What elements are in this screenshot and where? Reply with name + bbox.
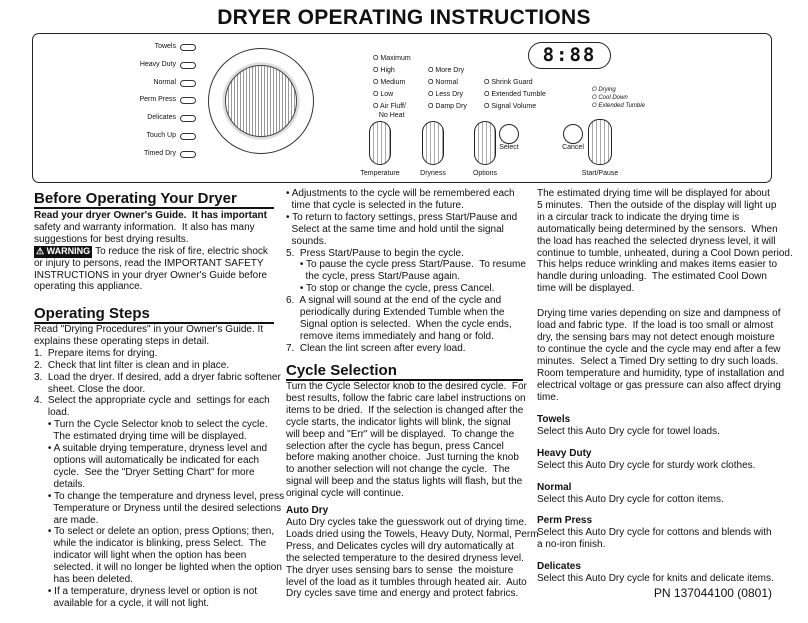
cycle-description-heading: Perm Press (537, 515, 593, 527)
cycle-selection-line: will beep and "Err" will be displayed. To change the (286, 428, 515, 440)
operating-step-line: • To select or delete an option, press Options; then, (34, 526, 275, 538)
operating-step-line: • To pause the cycle press Start/Pause. To resume (286, 259, 526, 271)
cycle-oval-icon (180, 115, 196, 122)
cycle-oval-icon (180, 44, 196, 51)
cycle-selection-line: items to be dried. If the selection is changed after the (286, 404, 524, 416)
cycle-description-heading: Normal (537, 481, 572, 493)
cancel-button-label: Cancel (562, 144, 584, 151)
drying-time-line: in a circular track to indicate the drying time is (537, 211, 740, 223)
operating-step-line: sounds. (286, 235, 327, 247)
operating-step-line: 3. Load the dryer. If desired, add a dryer fabric softener (34, 371, 281, 383)
drying-time-line: The estimated drying time will be displayed for about (537, 188, 770, 199)
cycle-description (537, 448, 782, 472)
extra-option: O Extended Tumble (484, 91, 546, 98)
operating-step-line: • To change the temperature and dryness level, press (34, 490, 285, 502)
operating-step-line: while the indicator is blinking, press Select. The (34, 538, 267, 550)
operating-step-line: Read "Drying Procedures" in your Owner's Guide. It (34, 324, 264, 335)
status-light: O Extended Tumble (592, 103, 645, 109)
drying-variation-line: minutes. Select a Timed Dry setting to dry such loads. (537, 355, 779, 367)
drying-time-line: 5 minutes. Then the outside of the display will light up (537, 199, 777, 211)
options-button-label: Options (472, 170, 498, 177)
operating-step-line: has been deleted. (34, 574, 133, 586)
before-operating-line: suggestions for best drying results. (34, 233, 189, 245)
operating-step-line: sheet. Close the door. (34, 383, 146, 395)
select-button-icon (499, 124, 519, 144)
cycle-selection-line: to another selection will not change the cycle. The (286, 464, 510, 476)
warning-line: INSTRUCTIONS in your dryer Owner's Guide before (34, 269, 268, 281)
auto-dry-heading: Auto Dry (286, 505, 329, 516)
cycle-description-line: a no-iron finish. (537, 539, 606, 551)
part-number: PN 137044100 (0801) (653, 586, 772, 600)
operating-steps-continued (286, 188, 531, 355)
operating-step-line: Temperature or Dryness until the desired selections (34, 502, 282, 514)
temperature-button-icon (369, 121, 391, 165)
operating-steps-list (34, 324, 284, 610)
temperature-option: O High (373, 67, 395, 74)
operating-step-line: 2. Check that lint filter is clean and in place. (34, 359, 230, 371)
auto-dry-cycles-list (537, 414, 782, 595)
cycle-oval-icon (180, 133, 196, 140)
operating-step-line: 5. Press Start/Pause to begin the cycle. (286, 247, 464, 259)
dryness-option-label: More Dry (435, 67, 465, 74)
drying-variation-line: to continue the cycle and the cycle may end after a few (537, 343, 781, 355)
operating-step-line: explains these operating steps in detail. (34, 335, 210, 347)
operating-step-line: 6. A signal will sound at the end of the cycle and (286, 295, 502, 307)
drying-time-line: time will be displayed. (537, 283, 635, 295)
cycle-selection-line: cycle starts, the indicator lights will blink, the signal (286, 416, 511, 428)
cycle-label: Towels (154, 43, 176, 50)
operating-step-line: options will automatically be indicated for each (34, 454, 260, 466)
extra-option-label: Extended Tumble (491, 91, 546, 98)
temperature-option-label: Air Fluff/ (380, 103, 406, 110)
before-operating-line: safety and warranty information. It also has many (34, 221, 255, 233)
cycle-description-line: Select this Auto Dry cycle for knits and delicate items. (537, 573, 774, 585)
auto-dry-line: the selected temperature to the desired dryness level. (286, 552, 524, 564)
dryness-option-label: Damp Dry (435, 103, 467, 110)
environment-line: time. (537, 391, 559, 403)
cycle-description-line: Select this Auto Dry cycle for towel loads. (537, 425, 720, 437)
start-pause-button-icon (588, 119, 612, 165)
operating-step-line: The estimated drying time will be displayed. (34, 431, 247, 443)
dryness-option: O Less Dry (428, 91, 464, 98)
temperature-option-label: High (380, 67, 395, 74)
auto-dry-line: Press, and Delicates cycles will dry automatically at (286, 540, 514, 552)
drying-variation-line: Drying time varies depending on size and dampness of (537, 308, 781, 319)
dryness-button-icon (422, 121, 444, 165)
drying-time-line: This helps reduce wrinkling and makes items easier to (537, 259, 778, 271)
warning-label-text: WARNING (46, 245, 91, 256)
extra-option-label: Shrink Guard (491, 79, 533, 86)
auto-dry-line: level of the load as it tumbles through heated air. Auto (286, 576, 527, 588)
temperature-option-label: No Heat (378, 112, 405, 119)
cycle-description-line: Select this Auto Dry cycle for cotton items. (537, 493, 724, 505)
operating-step-line: • Turn the Cycle Selector knob to select the cycle. (34, 419, 268, 431)
dryness-option: O Normal (428, 79, 458, 86)
heading-rule (34, 207, 274, 209)
temperature-option-label: Medium (380, 79, 406, 86)
temperature-option-label: Maximum (380, 55, 411, 62)
temperature-option: O Low (373, 91, 394, 98)
operating-step-line: load. (34, 407, 70, 419)
operating-step-line: 4. Select the appropriate cycle and settings for each (34, 395, 270, 407)
cycle-description (537, 561, 782, 585)
before-operating-heading: Before Operating Your Dryer (34, 190, 237, 207)
status-light: O Drying (592, 87, 616, 93)
operating-step-line: • To stop or change the cycle, press Cancel. (286, 283, 495, 295)
status-light-label: Cool Down (598, 95, 628, 101)
operating-step-line: • To return to factory settings, press Start/Pause and (286, 211, 518, 223)
temperature-option-label: Low (380, 91, 394, 98)
cycle-label: Delicates (147, 114, 176, 122)
cycle-selection-text (286, 381, 531, 500)
operating-step-line: periodically during Extended Tumble when the (286, 307, 505, 319)
drying-time-line: the load has reached the selected dryness level, it will (537, 235, 776, 247)
cycle-description (537, 414, 782, 438)
warning-paragraph (34, 246, 284, 294)
operating-step-line: available for a cycle, it will not light. (34, 597, 210, 609)
extra-option-label: Signal Volume (491, 103, 537, 110)
drying-time-line: automatically being determined by the sensors. When (537, 223, 778, 235)
temperature-option: O Air Fluff/ (373, 103, 406, 110)
operating-step-line: 7. Clean the lint screen after every load. (286, 342, 466, 354)
cycle-label: Perm Press (139, 96, 176, 104)
environment-line: Room temperature and humidity, type of installation and (537, 368, 785, 379)
status-light-label: Extended Tumble (598, 103, 645, 109)
operating-step-line: the cycle, press Start/Pause again. (286, 271, 460, 283)
operating-step-line: Signal option is selected. When the cycle ends, (286, 318, 512, 330)
before-operating-text (34, 210, 284, 293)
auto-dry-line: The dryer uses sensing bars to sense the moisture (286, 564, 514, 576)
status-light: O Cool Down (592, 95, 628, 101)
status-light-label: Drying (598, 87, 616, 93)
cycle-description (537, 515, 782, 551)
cycle-label: Heavy Duty (139, 60, 176, 68)
cycle-description-heading: Delicates (537, 561, 581, 573)
drying-time-line: continue to tumble, unheated, during a Cool Down period. (537, 247, 793, 259)
extra-option: O Shrink Guard (484, 79, 533, 86)
dryness-option-label: Normal (435, 79, 458, 86)
cycle-label: Timed Dry (143, 149, 176, 157)
cycle-description (537, 482, 782, 506)
operating-step-line: • If a temperature, dryness level or option is not (34, 585, 258, 597)
cycle-oval-icon (180, 151, 196, 158)
temperature-option: O Medium (373, 79, 406, 86)
auto-dry-line: Dry cycles save time and energy and protect fabrics. (286, 588, 519, 600)
operating-step-line: • A suitable drying temperature, dryness level and (34, 443, 268, 455)
drying-variation-line: dry, the sensing bars may not detect enough moisture (537, 331, 775, 343)
select-button-label: Select (499, 144, 519, 151)
environment-paragraph (537, 368, 785, 404)
warning-label: ⚠ WARNING (36, 245, 91, 256)
cycle-selection-heading: Cycle Selection (286, 362, 397, 379)
cycle-selection-line: best results, follow the fabric care label instructions on (286, 392, 526, 404)
extra-option: O Signal Volume (484, 103, 537, 110)
operating-step-line: cycle. See the "Dryer Setting Chart" for more (34, 466, 255, 478)
operating-step-line: Select at the same time and hold until the signal (286, 223, 504, 235)
temperature-option (373, 112, 405, 119)
cycle-description-line: Select this Auto Dry cycle for sturdy work clothes. (537, 459, 756, 471)
cycle-label: Touch Up (146, 132, 176, 139)
drying-time-line: handle during unloading. The estimated Cool Down (537, 271, 767, 283)
cycle-description-line: Select this Auto Dry cycle for cottons and blends with (537, 527, 772, 539)
auto-dry-line: Auto Dry cycles take the guesswork out of drying time. (286, 517, 527, 528)
dryness-option-label: Less Dry (435, 91, 464, 98)
drying-time-paragraph (537, 188, 793, 295)
cycle-selection-line: Turn the Cycle Selector knob to the desired cycle. For (286, 381, 527, 392)
operating-step-line: are made. (34, 514, 99, 526)
cycle-selection-line: selection after the cycle has begun, press Cancel (286, 440, 504, 452)
options-button-icon (474, 121, 496, 165)
operating-step-line: time that cycle is selected in the future. (286, 199, 464, 211)
operating-step-line: • Adjustments to the cycle will be remembered each (286, 188, 515, 199)
auto-dry-line: Loads dried using the Towels, Heavy Duty, Normal, Perm (286, 528, 539, 540)
dryness-option: O More Dry (428, 67, 465, 74)
cycle-label: Normal (153, 78, 176, 86)
cycle-selection-line: original cycle will continue. (286, 488, 404, 500)
operating-step-line: selected. it will no longer be lighted when the option (34, 562, 282, 574)
environment-line: electrical voltage or gas pressure can also affect drying (537, 379, 781, 391)
warning-line: operating this appliance. (34, 281, 143, 293)
cycle-oval-icon (180, 62, 196, 69)
dryness-button-label: Dryness (420, 170, 446, 177)
drying-variation-line: load and fabric type. If the load is too small or almost (537, 319, 774, 331)
drying-variation-paragraph (537, 308, 782, 368)
cycle-selection-line: signal will beep and the status lights will flash, but the (286, 476, 523, 488)
cycle-oval-icon (180, 97, 196, 104)
operating-step-line: 1. Prepare items for drying. (34, 347, 158, 359)
warning-line: To reduce the risk of fire, electric shock (95, 245, 268, 257)
temperature-button-label: Temperature (360, 170, 400, 177)
start-pause-button-label: Start/Pause (581, 170, 619, 177)
page-title: DRYER OPERATING INSTRUCTIONS (217, 6, 591, 29)
cancel-button-icon (563, 124, 583, 144)
operating-step-line: details. (34, 478, 86, 490)
cycle-selection-line: before making another choice. Just turning the knob (286, 452, 519, 464)
auto-dry-text (286, 517, 539, 600)
time-display: 8:88 (528, 42, 611, 69)
cycle-description-heading: Heavy Duty (537, 447, 592, 459)
operating-step-line: remove items immediately and hang or fold. (286, 330, 494, 342)
dryness-option: O Damp Dry (428, 103, 467, 110)
warning-line: or injury to persons, read the IMPORTANT SAFETY (34, 257, 264, 269)
knob-grip-icon (225, 65, 297, 137)
operating-steps-heading: Operating Steps (34, 305, 150, 322)
before-operating-line: Read your dryer Owner's Guide. It has important (34, 210, 267, 221)
before-operating-lines (34, 210, 284, 246)
cycle-oval-icon (180, 80, 196, 87)
operating-step-line: indicator will light when the option has been (34, 550, 247, 562)
cycle-description-heading: Towels (537, 414, 571, 425)
temperature-option: O Maximum (373, 55, 411, 62)
